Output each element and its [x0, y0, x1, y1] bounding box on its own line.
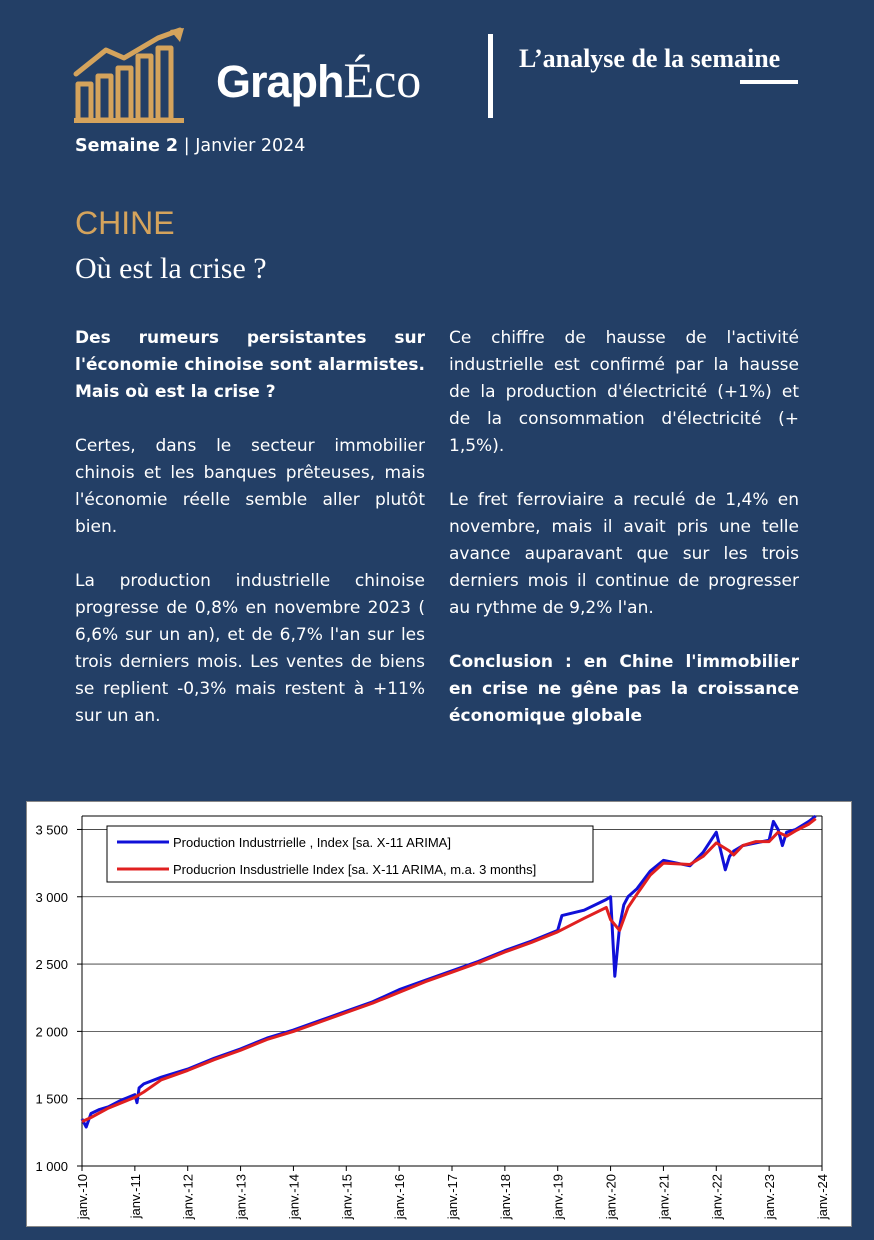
- industrial-production-chart: [26, 801, 852, 1227]
- x-tick-label: janv.-19: [550, 1174, 566, 1220]
- brand-accent: Éco: [343, 52, 422, 108]
- article-paragraph: Le fret ferroviaire a reculé de 1,4% en novembre, mais il avait pris une telle avance auparavant que sur les trois derniers mois il continue de progresser au rythme de 9,2% l'an.: [449, 490, 799, 618]
- issue-month: Janvier 2024: [195, 136, 306, 156]
- y-tick-label: 2 500: [35, 957, 68, 973]
- x-tick-label: janv.-11: [127, 1174, 143, 1219]
- x-tick-label: janv.-18: [497, 1174, 513, 1220]
- article-lead: Des rumeurs persistantes sur l'économie chinoise sont alarmistes. Mais où est la crise ?: [75, 328, 425, 402]
- y-tick-label: 3 000: [35, 889, 68, 905]
- x-tick-label: janv.-20: [603, 1174, 619, 1220]
- x-tick-label: janv.-12: [180, 1174, 196, 1220]
- x-tick-label: janv.-16: [392, 1174, 408, 1220]
- x-tick-label: janv.-13: [233, 1174, 249, 1220]
- y-tick-label: 1 000: [35, 1159, 68, 1174]
- article-column-right: [449, 325, 799, 757]
- x-tick-label: janv.-23: [762, 1174, 778, 1220]
- section-label: CHINE: [75, 205, 175, 241]
- issue-separator: |: [183, 136, 190, 156]
- chart-canvas: [27, 802, 851, 1226]
- tagline-underline: [740, 80, 798, 84]
- y-tick-label: 2 000: [35, 1024, 68, 1040]
- x-tick-label: janv.-24: [815, 1174, 830, 1220]
- legend-label: Producrion Insdustrielle Index [sa. X-11 ARIMA, m.a. 3 months]: [173, 862, 537, 877]
- article-conclusion: Conclusion : en Chine l'immobilier en crise ne gêne pas la croissance économique globale: [449, 652, 799, 726]
- x-tick-label: janv.-17: [445, 1174, 460, 1220]
- header-divider: [488, 34, 493, 118]
- tagline: L’analyse de la semaine: [519, 44, 781, 73]
- issue-week: Semaine 2: [75, 136, 179, 156]
- x-tick-label: janv.-10: [75, 1174, 90, 1220]
- y-tick-label: 1 500: [35, 1091, 68, 1107]
- y-tick-label: 3 500: [35, 822, 68, 838]
- brand-name: [216, 52, 421, 110]
- article-paragraph: La production industrielle chinoise progresse de 0,8% en novembre 2023 ( 6,6% sur un an), et de 6,7% l'an sur les trois derniers mois. Les ventes de biens se replient -0,3% mais restent à +11% sur un an.: [75, 571, 425, 726]
- x-tick-label: janv.-22: [709, 1174, 725, 1220]
- article-paragraph: Certes, dans le secteur immobilier chinois et les banques prêteuses, mais l'économie réelle semble aller plutôt bien.: [75, 436, 425, 537]
- headline: Où est la crise ?: [75, 252, 267, 285]
- article-column-left: [75, 325, 425, 757]
- brand-main: Graph: [216, 56, 344, 107]
- article-paragraph: Ce chiffre de hausse de l'activité industrielle est confirmé par la hausse de la production d'électricité (+1%) et de la consommation d'électricité (+ 1,5%).: [449, 328, 799, 456]
- bar-chart-growth-icon: [72, 26, 188, 124]
- x-tick-label: janv.-14: [286, 1174, 302, 1220]
- legend-label: Production Industrrielle , Index [sa. X-11 ARIMA]: [173, 835, 451, 850]
- x-tick-label: janv.-21: [656, 1174, 672, 1220]
- issue-date: [75, 136, 305, 156]
- x-tick-label: janv.-15: [339, 1174, 355, 1220]
